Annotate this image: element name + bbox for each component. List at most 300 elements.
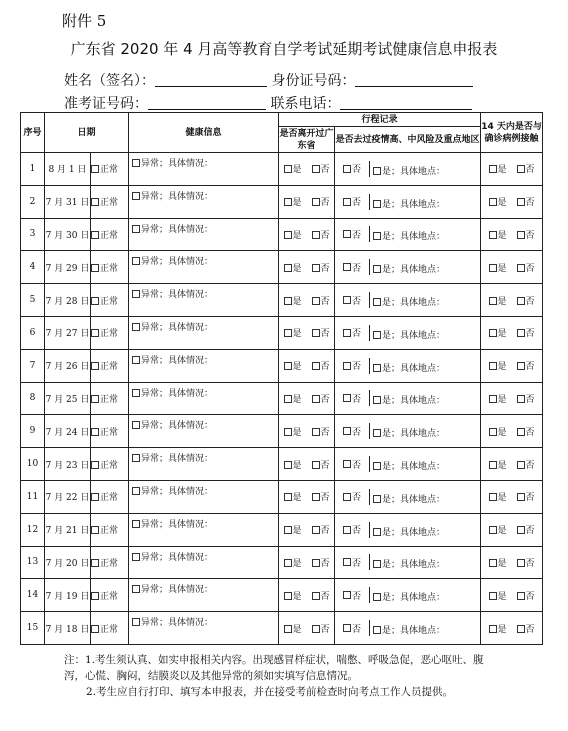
table-row — [21, 415, 543, 448]
checkbox-icon[interactable] — [489, 526, 497, 534]
checkbox-icon[interactable] — [343, 427, 351, 435]
health-abnormal-cell[interactable] — [129, 251, 279, 284]
row-no: 11 — [21, 480, 45, 513]
health-abnormal-cell[interactable] — [129, 415, 279, 448]
left-gd-cell[interactable] — [279, 546, 335, 579]
row-date: 7 月 20 日 — [45, 546, 91, 579]
checkbox-icon[interactable] — [132, 421, 140, 429]
yes-label: 是 — [497, 624, 507, 635]
checkbox-icon[interactable] — [132, 225, 140, 233]
name-field[interactable] — [155, 72, 267, 87]
contact-cell[interactable] — [481, 251, 543, 284]
table-row — [21, 546, 543, 579]
table-row — [21, 284, 543, 317]
no-label: 否 — [352, 493, 362, 504]
health-normal-cell[interactable] — [91, 153, 129, 186]
checkbox-icon[interactable] — [517, 264, 525, 272]
checkbox-icon[interactable] — [312, 526, 320, 534]
checkbox-icon[interactable] — [517, 428, 525, 436]
table-row — [21, 153, 543, 186]
yes-place-label: 是；具体地点： — [382, 593, 446, 604]
health-abnormal-cell[interactable] — [129, 218, 279, 251]
risk-cell[interactable] — [335, 480, 481, 513]
yes-label: 是 — [497, 263, 507, 274]
row-date: 7 月 31 日 — [45, 185, 91, 218]
risk-cell[interactable] — [335, 612, 481, 645]
left-gd-cell[interactable] — [279, 185, 335, 218]
health-normal-cell[interactable] — [91, 579, 129, 612]
normal-label: 正常 — [100, 329, 119, 340]
checkbox-icon[interactable] — [489, 461, 497, 469]
checkbox-icon[interactable] — [312, 461, 320, 469]
checkbox-icon[interactable] — [284, 198, 292, 206]
yes-label: 是 — [497, 591, 507, 602]
checkbox-icon[interactable] — [489, 362, 497, 370]
risk-cell[interactable] — [335, 185, 481, 218]
checkbox-icon[interactable] — [91, 526, 99, 534]
health-abnormal-cell[interactable] — [129, 316, 279, 349]
checkbox-icon[interactable] — [489, 198, 497, 206]
row-date: 7 月 21 日 — [45, 513, 91, 546]
checkbox-icon[interactable] — [489, 559, 497, 567]
row-date: 7 月 30 日 — [45, 218, 91, 251]
normal-label: 正常 — [100, 165, 119, 176]
checkbox-icon[interactable] — [91, 395, 99, 403]
abnormal-label: 异常；具体情况： — [141, 486, 214, 497]
checkbox-icon[interactable] — [343, 624, 351, 632]
checkbox-icon[interactable] — [284, 395, 292, 403]
checkbox-icon[interactable] — [312, 264, 320, 272]
left-gd-cell[interactable] — [279, 316, 335, 349]
id-field[interactable] — [355, 72, 473, 87]
phone-field[interactable] — [340, 95, 472, 110]
left-gd-cell[interactable] — [279, 415, 335, 448]
yes-place-label: 是；具体地点： — [382, 199, 446, 210]
checkbox-icon[interactable] — [132, 356, 140, 364]
checkbox-icon[interactable] — [343, 493, 351, 501]
checkbox-icon[interactable] — [489, 165, 497, 173]
yes-label: 是 — [292, 558, 302, 569]
checkbox-icon[interactable] — [489, 592, 497, 600]
checkbox-icon[interactable] — [284, 231, 292, 239]
no-label: 否 — [525, 263, 535, 274]
yes-place-label: 是；具体地点： — [382, 330, 446, 341]
checkbox-icon[interactable] — [373, 626, 381, 634]
checkbox-icon[interactable] — [91, 428, 99, 436]
checkbox-icon[interactable] — [91, 297, 99, 305]
no-label: 否 — [525, 329, 535, 340]
checkbox-icon[interactable] — [132, 585, 140, 593]
left-gd-cell[interactable] — [279, 579, 335, 612]
risk-cell[interactable] — [335, 415, 481, 448]
yes-label: 是 — [292, 427, 302, 438]
checkbox-icon[interactable] — [373, 495, 381, 503]
no-label: 否 — [352, 591, 362, 602]
checkbox-icon[interactable] — [312, 198, 320, 206]
col-left-gd: 是否离开过广东省 — [279, 128, 334, 151]
health-abnormal-cell[interactable] — [129, 284, 279, 317]
checkbox-icon[interactable] — [284, 625, 292, 633]
checkbox-icon[interactable] — [489, 297, 497, 305]
risk-cell[interactable] — [335, 448, 481, 481]
health-normal-cell[interactable] — [91, 185, 129, 218]
checkbox-icon[interactable] — [132, 618, 140, 626]
health-normal-cell[interactable] — [91, 480, 129, 513]
no-label: 否 — [320, 427, 330, 438]
contact-cell[interactable] — [481, 382, 543, 415]
checkbox-icon[interactable] — [489, 329, 497, 337]
no-label: 否 — [352, 362, 362, 373]
no-label: 否 — [352, 624, 362, 635]
row-no: 14 — [21, 579, 45, 612]
checkbox-icon[interactable] — [517, 231, 525, 239]
checkbox-icon[interactable] — [373, 528, 381, 536]
checkbox-icon[interactable] — [517, 297, 525, 305]
contact-cell[interactable] — [481, 513, 543, 546]
no-label: 否 — [320, 230, 330, 241]
checkbox-icon[interactable] — [284, 428, 292, 436]
health-abnormal-cell[interactable] — [129, 579, 279, 612]
row-no: 7 — [21, 349, 45, 382]
table-row — [21, 513, 543, 546]
checkbox-icon[interactable] — [91, 231, 99, 239]
left-gd-cell[interactable] — [279, 251, 335, 284]
checkbox-icon[interactable] — [373, 232, 381, 240]
health-normal-cell[interactable] — [91, 415, 129, 448]
contact-cell[interactable] — [481, 579, 543, 612]
normal-label: 正常 — [100, 493, 119, 504]
checkbox-icon[interactable] — [284, 264, 292, 272]
table-row — [21, 612, 543, 645]
checkbox-icon[interactable] — [517, 461, 525, 469]
yes-place-label: 是；具体地点： — [382, 560, 446, 571]
checkbox-icon[interactable] — [132, 487, 140, 495]
yes-label: 是 — [497, 427, 507, 438]
checkbox-icon[interactable] — [343, 526, 351, 534]
yes-label: 是 — [497, 198, 507, 209]
checkbox-icon[interactable] — [373, 265, 381, 273]
checkbox-icon[interactable] — [343, 460, 351, 468]
checkbox-icon[interactable] — [132, 454, 140, 462]
checkbox-icon[interactable] — [312, 231, 320, 239]
risk-cell[interactable] — [335, 382, 481, 415]
left-gd-cell[interactable] — [279, 480, 335, 513]
checkbox-icon[interactable] — [373, 167, 381, 175]
abnormal-label: 异常；具体情况： — [141, 421, 214, 432]
row-date: 7 月 29 日 — [45, 251, 91, 284]
checkbox-icon[interactable] — [312, 395, 320, 403]
checkbox-icon[interactable] — [517, 592, 525, 600]
row-no: 2 — [21, 185, 45, 218]
yes-label: 是 — [292, 624, 302, 635]
left-gd-cell[interactable] — [279, 153, 335, 186]
checkbox-icon[interactable] — [91, 625, 99, 633]
contact-cell[interactable] — [481, 284, 543, 317]
abnormal-label: 异常；具体情况： — [141, 322, 214, 333]
table-row — [21, 480, 543, 513]
exam-label: 准考证号码： — [64, 96, 148, 112]
checkbox-icon[interactable] — [343, 558, 351, 566]
normal-label: 正常 — [100, 263, 119, 274]
row-date: 7 月 28 日 — [45, 284, 91, 317]
risk-cell[interactable] — [335, 251, 481, 284]
row-no: 10 — [21, 448, 45, 481]
left-gd-cell[interactable] — [279, 284, 335, 317]
risk-cell[interactable] — [335, 284, 481, 317]
row-no: 13 — [21, 546, 45, 579]
health-normal-cell[interactable] — [91, 546, 129, 579]
checkbox-icon[interactable] — [284, 297, 292, 305]
no-label: 否 — [320, 362, 330, 373]
no-label: 否 — [352, 296, 362, 307]
checkbox-icon[interactable] — [91, 362, 99, 370]
yes-place-label: 是；具体地点： — [382, 494, 446, 505]
health-normal-cell[interactable] — [91, 251, 129, 284]
row-date: 7 月 19 日 — [45, 579, 91, 612]
contact-cell[interactable] — [481, 448, 543, 481]
table-row — [21, 316, 543, 349]
contact-cell[interactable] — [481, 316, 543, 349]
no-label: 否 — [525, 624, 535, 635]
checkbox-icon[interactable] — [312, 428, 320, 436]
checkbox-icon[interactable] — [132, 323, 140, 331]
attachment-label: 附件 5 — [62, 12, 107, 30]
checkbox-icon[interactable] — [284, 362, 292, 370]
health-normal-cell[interactable] — [91, 612, 129, 645]
checkbox-icon[interactable] — [343, 591, 351, 599]
checkbox-icon[interactable] — [343, 362, 351, 370]
col-risk: 是否去过疫情高、中风险及重点地区 — [335, 127, 481, 153]
checkbox-icon[interactable] — [517, 526, 525, 534]
checkbox-icon[interactable] — [312, 329, 320, 337]
row-no: 1 — [21, 153, 45, 186]
checkbox-icon[interactable] — [284, 592, 292, 600]
normal-label: 正常 — [100, 394, 119, 405]
checkbox-icon[interactable] — [373, 331, 381, 339]
checkbox-icon[interactable] — [489, 428, 497, 436]
health-abnormal-cell[interactable] — [129, 480, 279, 513]
risk-cell[interactable] — [335, 513, 481, 546]
health-normal-cell[interactable] — [91, 284, 129, 317]
checkbox-icon[interactable] — [373, 298, 381, 306]
health-normal-cell[interactable] — [91, 349, 129, 382]
checkbox-icon[interactable] — [91, 198, 99, 206]
contact-cell[interactable] — [481, 612, 543, 645]
checkbox-icon[interactable] — [489, 493, 497, 501]
no-label: 否 — [525, 230, 535, 241]
abnormal-label: 异常；具体情况： — [141, 585, 214, 596]
checkbox-icon[interactable] — [373, 462, 381, 470]
checkbox-icon[interactable] — [284, 461, 292, 469]
checkbox-icon[interactable] — [343, 296, 351, 304]
no-label: 否 — [352, 198, 362, 209]
contact-cell[interactable] — [481, 415, 543, 448]
checkbox-icon[interactable] — [517, 362, 525, 370]
checkbox-icon[interactable] — [132, 553, 140, 561]
checkbox-icon[interactable] — [343, 329, 351, 337]
risk-cell[interactable] — [335, 316, 481, 349]
contact-cell[interactable] — [481, 153, 543, 186]
checkbox-icon[interactable] — [284, 559, 292, 567]
checkbox-icon[interactable] — [373, 429, 381, 437]
health-abnormal-cell[interactable] — [129, 612, 279, 645]
yes-label: 是 — [497, 362, 507, 373]
health-abnormal-cell[interactable] — [129, 513, 279, 546]
checkbox-icon[interactable] — [517, 329, 525, 337]
checkbox-icon[interactable] — [132, 257, 140, 265]
no-label: 否 — [525, 198, 535, 209]
health-abnormal-cell[interactable] — [129, 546, 279, 579]
health-abnormal-cell[interactable] — [129, 382, 279, 415]
abnormal-label: 异常；具体情况： — [141, 257, 214, 268]
abnormal-label: 异常；具体情况： — [141, 191, 214, 202]
normal-label: 正常 — [100, 460, 119, 471]
left-gd-cell[interactable] — [279, 612, 335, 645]
row-date: 7 月 24 日 — [45, 415, 91, 448]
checkbox-icon[interactable] — [343, 230, 351, 238]
contact-cell[interactable] — [481, 480, 543, 513]
yes-label: 是 — [292, 526, 302, 537]
risk-cell[interactable] — [335, 349, 481, 382]
checkbox-icon[interactable] — [312, 625, 320, 633]
yes-label: 是 — [292, 165, 302, 176]
checkbox-icon[interactable] — [517, 493, 525, 501]
health-abnormal-cell[interactable] — [129, 153, 279, 186]
checkbox-icon[interactable] — [132, 192, 140, 200]
checkbox-icon[interactable] — [517, 559, 525, 567]
checkbox-icon[interactable] — [373, 200, 381, 208]
no-label: 否 — [352, 394, 362, 405]
left-gd-cell[interactable] — [279, 448, 335, 481]
checkbox-icon[interactable] — [343, 198, 351, 206]
no-label: 否 — [525, 394, 535, 405]
yes-label: 是 — [292, 591, 302, 602]
health-abnormal-cell[interactable] — [129, 349, 279, 382]
row-date: 7 月 22 日 — [45, 480, 91, 513]
row-no: 9 — [21, 415, 45, 448]
abnormal-label: 异常；具体情况： — [141, 224, 214, 235]
checkbox-icon[interactable] — [489, 625, 497, 633]
row-no: 15 — [21, 612, 45, 645]
checkbox-icon[interactable] — [91, 461, 99, 469]
checkbox-icon[interactable] — [132, 159, 140, 167]
checkbox-icon[interactable] — [91, 329, 99, 337]
health-abnormal-cell[interactable] — [129, 185, 279, 218]
checkbox-icon[interactable] — [284, 493, 292, 501]
exam-row — [64, 93, 472, 113]
no-label: 否 — [352, 558, 362, 569]
checkbox-icon[interactable] — [489, 231, 497, 239]
note-1: 注：1.考生须认真、如实申报相关内容。出现感冒样症状，喘憋、呼吸急促，恶心呕吐、腹泻，心慌、胸闷，结膜炎以及其他异常的须如实填写信息情况。 — [64, 654, 484, 682]
exam-field[interactable] — [148, 95, 266, 110]
no-label: 否 — [525, 296, 535, 307]
no-label: 否 — [320, 329, 330, 340]
no-label: 否 — [320, 460, 330, 471]
checkbox-icon[interactable] — [517, 625, 525, 633]
yes-place-label: 是；具体地点： — [382, 527, 446, 538]
checkbox-icon[interactable] — [343, 263, 351, 271]
abnormal-label: 异常；具体情况： — [141, 519, 214, 530]
left-gd-cell[interactable] — [279, 349, 335, 382]
col-no: 序号 — [21, 113, 45, 153]
checkbox-icon[interactable] — [343, 165, 351, 173]
contact-cell[interactable] — [481, 218, 543, 251]
checkbox-icon[interactable] — [517, 165, 525, 173]
checkbox-icon[interactable] — [284, 165, 292, 173]
checkbox-icon[interactable] — [132, 520, 140, 528]
checkbox-icon[interactable] — [284, 526, 292, 534]
contact-cell[interactable] — [481, 546, 543, 579]
checkbox-icon[interactable] — [517, 395, 525, 403]
checkbox-icon[interactable] — [373, 560, 381, 568]
left-gd-cell[interactable] — [279, 218, 335, 251]
checkbox-icon[interactable] — [91, 559, 99, 567]
normal-label: 正常 — [100, 198, 119, 209]
checkbox-icon[interactable] — [91, 592, 99, 600]
contact-cell[interactable] — [481, 349, 543, 382]
checkbox-icon[interactable] — [312, 165, 320, 173]
abnormal-label: 异常；具体情况： — [141, 355, 214, 366]
checkbox-icon[interactable] — [132, 290, 140, 298]
checkbox-icon[interactable] — [312, 493, 320, 501]
checkbox-icon[interactable] — [132, 389, 140, 397]
risk-cell[interactable] — [335, 546, 481, 579]
abnormal-label: 异常；具体情况： — [141, 552, 214, 563]
no-label: 否 — [352, 329, 362, 340]
health-normal-cell[interactable] — [91, 513, 129, 546]
checkbox-icon[interactable] — [91, 264, 99, 272]
checkbox-icon[interactable] — [517, 198, 525, 206]
yes-label: 是 — [497, 493, 507, 504]
table-row — [21, 382, 543, 415]
checkbox-icon[interactable] — [343, 394, 351, 402]
checkbox-icon[interactable] — [91, 165, 99, 173]
health-normal-cell[interactable] — [91, 316, 129, 349]
risk-cell[interactable] — [335, 153, 481, 186]
checkbox-icon[interactable] — [91, 493, 99, 501]
checkbox-icon[interactable] — [312, 592, 320, 600]
checkbox-icon[interactable] — [489, 395, 497, 403]
checkbox-icon[interactable] — [312, 559, 320, 567]
left-gd-cell[interactable] — [279, 513, 335, 546]
yes-label: 是 — [497, 329, 507, 340]
checkbox-icon[interactable] — [312, 297, 320, 305]
risk-cell[interactable] — [335, 579, 481, 612]
checkbox-icon[interactable] — [373, 364, 381, 372]
health-normal-cell[interactable] — [91, 382, 129, 415]
checkbox-icon[interactable] — [373, 593, 381, 601]
contact-cell[interactable] — [481, 185, 543, 218]
health-normal-cell[interactable] — [91, 448, 129, 481]
yes-label: 是 — [497, 230, 507, 241]
no-label: 否 — [525, 165, 535, 176]
checkbox-icon[interactable] — [312, 362, 320, 370]
checkbox-icon[interactable] — [373, 396, 381, 404]
table-row — [21, 448, 543, 481]
no-label: 否 — [525, 362, 535, 373]
abnormal-label: 异常；具体情况： — [141, 388, 214, 399]
left-gd-cell[interactable] — [279, 382, 335, 415]
checkbox-icon[interactable] — [284, 329, 292, 337]
no-label: 否 — [320, 591, 330, 602]
health-normal-cell[interactable] — [91, 218, 129, 251]
checkbox-icon[interactable] — [489, 264, 497, 272]
normal-label: 正常 — [100, 558, 119, 569]
no-label: 否 — [352, 165, 362, 176]
row-date: 7 月 26 日 — [45, 349, 91, 382]
health-abnormal-cell[interactable] — [129, 448, 279, 481]
risk-cell[interactable] — [335, 218, 481, 251]
